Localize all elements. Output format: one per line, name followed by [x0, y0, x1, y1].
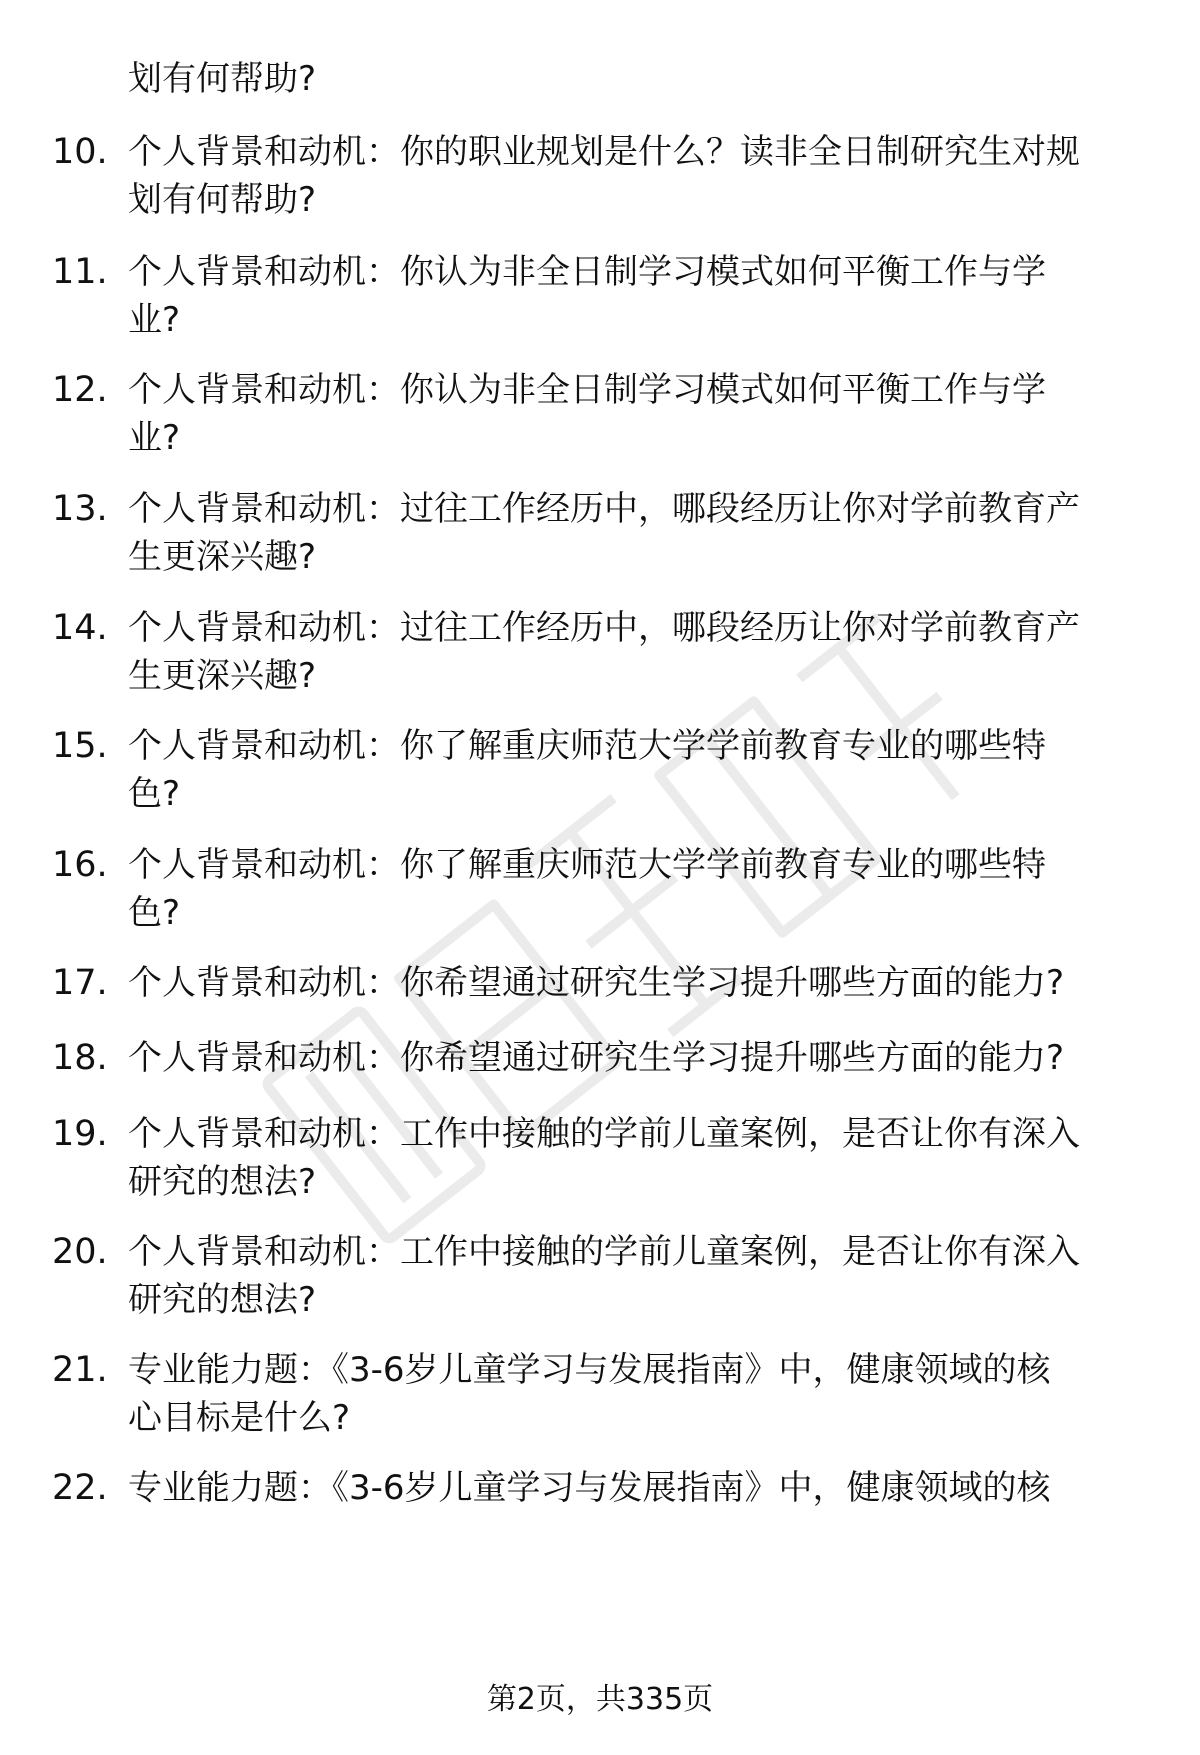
question-number: 22. [52, 1468, 108, 1508]
question-text [128, 1346, 1138, 1442]
question-line: 色? [128, 893, 181, 933]
question-text [128, 959, 1138, 1007]
question-number: 14. [52, 608, 108, 648]
question-text [128, 841, 1138, 937]
question-number: 18. [52, 1038, 108, 1078]
question-number: 21. [52, 1350, 108, 1390]
question-line: 心目标是什么? [128, 1398, 351, 1438]
question-text [128, 128, 1138, 224]
question-line: 生更深兴趣? [128, 537, 317, 577]
question-text [128, 1110, 1138, 1206]
question-text [128, 1464, 1138, 1512]
question-line: 个人背景和动机：你了解重庆师范大学学前教育专业的哪些特 [128, 726, 1046, 766]
question-number: 12. [52, 370, 108, 410]
question-line: 生更深兴趣? [128, 656, 317, 696]
question-line: 色? [128, 774, 181, 814]
question-line: 个人背景和动机：你认为非全日制学习模式如何平衡工作与学 [128, 370, 1046, 410]
question-text [128, 248, 1138, 344]
question-line: 个人背景和动机：你的职业规划是什么？读非全日制研究生对规 [128, 132, 1080, 172]
question-number: 16. [52, 845, 108, 885]
question-number: 10. [52, 132, 108, 172]
question-text [128, 1228, 1138, 1324]
question-line: 个人背景和动机：你认为非全日制学习模式如何平衡工作与学 [128, 252, 1046, 292]
question-line: 个人背景和动机：过往工作经历中，哪段经历让你对学前教育产 [128, 608, 1080, 648]
question-line: 专业能力题：《3-6岁儿童学习与发展指南》中，健康领域的核 [128, 1468, 1051, 1508]
page-number-label: 第2页，共335页 [486, 1682, 714, 1717]
question-line: 个人背景和动机：过往工作经历中，哪段经历让你对学前教育产 [128, 489, 1080, 529]
question-text [128, 722, 1138, 818]
question-text [128, 1034, 1138, 1082]
question-number: 13. [52, 489, 108, 529]
question-number: 19. [52, 1114, 108, 1154]
question-line: 划有何帮助? [128, 180, 317, 220]
question-line: 个人背景和动机：你希望通过研究生学习提升哪些方面的能力? [128, 963, 1065, 1003]
question-line: 业? [128, 418, 181, 458]
question-line: 研究的想法? [128, 1162, 317, 1202]
question-number: 11. [52, 252, 108, 292]
question-text [128, 366, 1138, 462]
question-line: 业? [128, 300, 181, 340]
question-text [128, 604, 1138, 700]
question-number: 15. [52, 726, 108, 766]
question-line: 个人背景和动机：工作中接触的学前儿童案例，是否让你有深入 [128, 1114, 1080, 1154]
continuation-text [128, 55, 1138, 103]
page-footer [0, 1680, 1200, 1720]
question-line: 个人背景和动机：你了解重庆师范大学学前教育专业的哪些特 [128, 845, 1046, 885]
question-line: 研究的想法? [128, 1280, 317, 1320]
question-line: 个人背景和动机：你希望通过研究生学习提升哪些方面的能力? [128, 1038, 1065, 1078]
question-number: 20. [52, 1232, 108, 1272]
question-line: 专业能力题：《3-6岁儿童学习与发展指南》中，健康领域的核 [128, 1350, 1051, 1390]
continuation-line: 划有何帮助? [128, 59, 317, 99]
question-number: 17. [52, 963, 108, 1003]
question-line: 个人背景和动机：工作中接触的学前儿童案例，是否让你有深入 [128, 1232, 1080, 1272]
question-text [128, 485, 1138, 581]
